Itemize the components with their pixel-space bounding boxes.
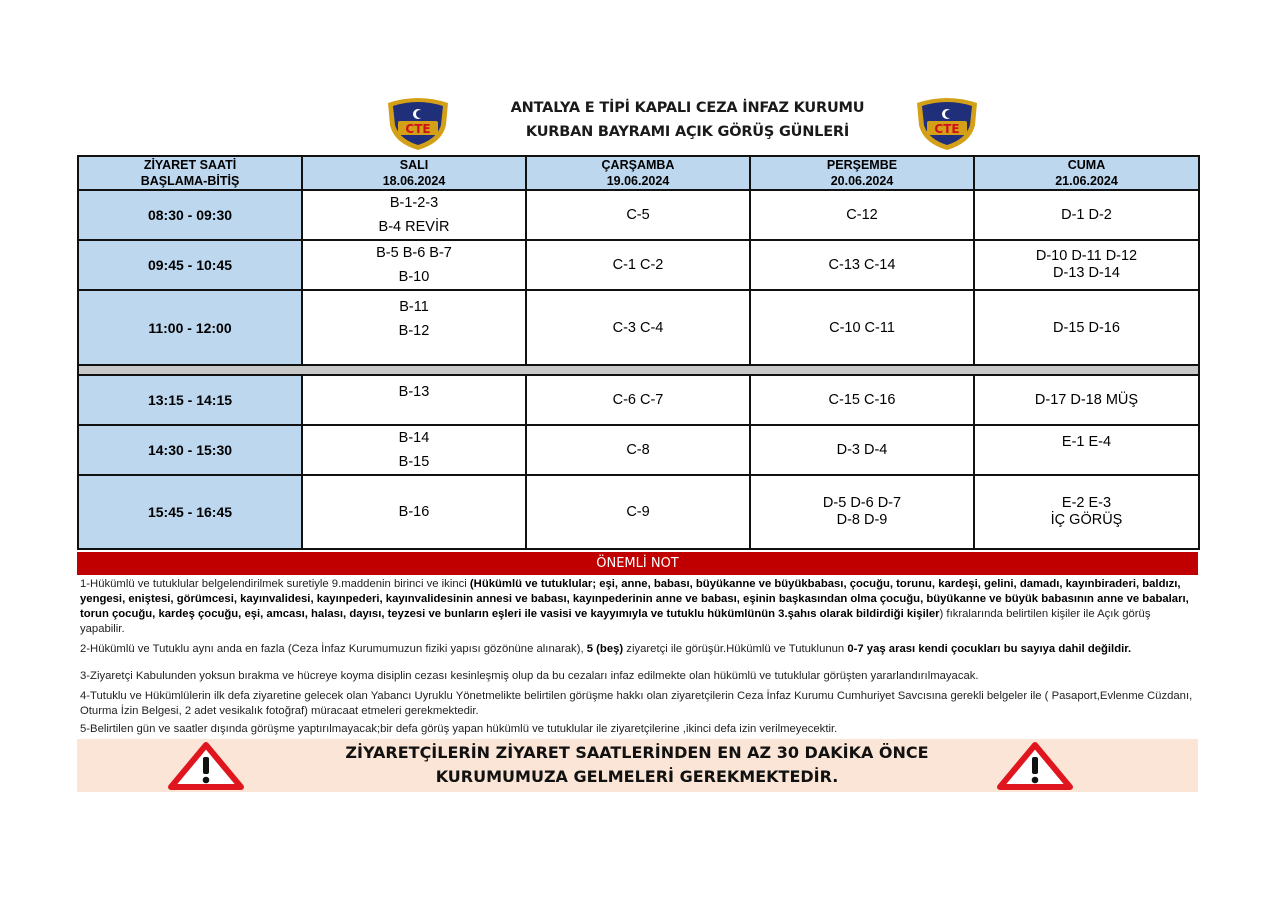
time-slot: 08:30 - 09:30: [78, 190, 302, 240]
table-row: [78, 190, 1199, 240]
note-1: 1-Hükümlü ve tutuklular belgelendirilmek suretiyle 9.maddenin birinci ve ikinci (Hükümlü ve tutuklular; eşi, anne, babası, büyükanne ve büyükbabası, çocuğu, torunu, kardeşi, gelini, damadı, kayınbiraderi, baldızı, yengesi, eniştesi, görümcesi, kayınvalidesi, kayınpederi, kayınvalidesinin annesi ve babası, kayınpederinin anne ve babası, eşinin başkasından olma çocuğu, büyükanne ve büyük babasının anne ve babaları, torun çocuğu, kardeş çocuğu, eşi, amcası, halası, dayısı, teyzesi ve bunların eşleri ile vasisi ve kayyımıyla ve tutuklu hükümlünün 3.şahıs olarak bildirdiği kişiler) fıkralarında belirtilen kişiler ile Açık görüş yapabilir.: [80, 578, 1189, 635]
column-header-sali: SALI 18.06.2024: [302, 156, 526, 190]
cell-carsamba: C-1 C-2: [526, 240, 750, 290]
cell-persembe: C-15 C-16: [750, 375, 974, 425]
important-note-heading: ÖNEMLİ NOT: [77, 552, 1198, 575]
svg-text:CTE: CTE: [405, 122, 431, 136]
cell-carsamba: C-3 C-4: [526, 290, 750, 365]
cell-sali: B-5 B-6 B-7 B-10: [302, 240, 526, 290]
cell-cuma: D-15 D-16: [974, 290, 1199, 365]
cell-carsamba: C-5: [526, 190, 750, 240]
cell-persembe: C-10 C-11: [750, 290, 974, 365]
table-header-row: [78, 156, 1199, 190]
cell-sali: B-13: [302, 375, 526, 425]
visit-schedule-table: [77, 155, 1200, 550]
cell-cuma: D-10 D-11 D-12 D-13 D-14: [974, 240, 1199, 290]
table-row: [78, 375, 1199, 425]
separator-cell: [78, 365, 1199, 375]
cell-carsamba: C-8: [526, 425, 750, 475]
warning-line-1: ZİYARETÇİLERİN ZİYARET SAATLERİNDEN EN AZ 30 DAKİKA ÖNCE: [345, 743, 929, 762]
time-slot: 14:30 - 15:30: [78, 425, 302, 475]
cell-persembe: C-13 C-14: [750, 240, 974, 290]
cell-cuma: D-17 D-18 MÜŞ: [974, 375, 1199, 425]
title-line-2: KURBAN BAYRAMI AÇIK GÖRÜŞ GÜNLERİ: [525, 124, 850, 140]
lunch-break-separator: [78, 365, 1199, 375]
time-slot: 15:45 - 16:45: [78, 475, 302, 549]
note-4: 4-Tutuklu ve Hükümlülerin ilk defa ziyaretine gelecek olan Yabancı Uyruklu Yönetmelikte belirtilen görüşme hakkı olan ziyaretçilerin Ceza İnfaz Kurumu Cumhuriyet Savcısına gerekli belgeler ile ( Pasaport,Evlenme Cüzdanı, Oturma İzin Belgesi, 2 adet vesikalık fotoğraf) müracaat etmeleri gerekmektedir.: [80, 690, 1193, 717]
note-3: 3-Ziyaretçi Kabulunden yoksun bırakma ve hücreye koyma disiplin cezası kesinleşmiş olup da bu cezaları infaz edilmekte olan hükümlü ve tutuklular görüşten yararlandırılmayacak.: [80, 670, 979, 682]
column-header-time: ZİYARET SAATİ BAŞLAMA-BİTİŞ: [78, 156, 302, 190]
warning-triangle-icon: [167, 742, 245, 790]
cell-persembe: D-3 D-4: [750, 425, 974, 475]
cell-cuma: E-2 E-3 İÇ GÖRÜŞ: [974, 475, 1199, 549]
table-row: [78, 475, 1199, 549]
note-5: 5-Belirtilen gün ve saatler dışında görüşme yaptırılmayacak;bir defa görüş yapan hükümlü ve tutuklular ile ziyaretçilerine ,ikinci defa izin verilmeyecektir.: [80, 723, 838, 735]
warning-triangle-icon: [996, 742, 1074, 790]
svg-text:CTE: CTE: [934, 122, 960, 136]
time-slot: 11:00 - 12:00: [78, 290, 302, 365]
page-title: [440, 96, 935, 144]
time-slot: 13:15 - 14:15: [78, 375, 302, 425]
cell-sali: B-11 B-12: [302, 290, 526, 365]
cell-sali: B-14 B-15: [302, 425, 526, 475]
time-slot: 09:45 - 10:45: [78, 240, 302, 290]
cell-persembe: D-5 D-6 D-7 D-8 D-9: [750, 475, 974, 549]
cell-cuma: E-1 E-4: [974, 425, 1199, 475]
cell-carsamba: C-6 C-7: [526, 375, 750, 425]
arrival-warning-banner: [77, 739, 1198, 792]
column-header-cuma: CUMA 21.06.2024: [974, 156, 1199, 190]
notes-section: [80, 577, 1198, 737]
cell-cuma: D-1 D-2: [974, 190, 1199, 240]
table-row: [78, 425, 1199, 475]
warning-line-2: KURUMUMUZA GELMELERİ GEREKMEKTEDİR.: [435, 767, 839, 786]
column-header-persembe: PERŞEMBE 20.06.2024: [750, 156, 974, 190]
warning-text: [307, 741, 967, 789]
title-line-1: ANTALYA E TİPİ KAPALI CEZA İNFAZ KURUMU: [510, 100, 865, 116]
table-row: [78, 240, 1199, 290]
cell-persembe: C-12: [750, 190, 974, 240]
cell-sali: B-1-2-3 B-4 REVİR: [302, 190, 526, 240]
note-2: 2-Hükümlü ve Tutuklu aynı anda en fazla (Ceza İnfaz Kurumumuzun fiziki yapısı gözönüne alınarak), 5 (beş) ziyaretçi ile görüşür.Hükümlü ve Tutuklunun 0-7 yaş arası kendi çocukları bu sayıya dahil değildir.: [80, 643, 1132, 655]
cell-carsamba: C-9: [526, 475, 750, 549]
column-header-carsamba: ÇARŞAMBA 19.06.2024: [526, 156, 750, 190]
table-row: [78, 290, 1199, 365]
cell-sali: B-16: [302, 475, 526, 549]
